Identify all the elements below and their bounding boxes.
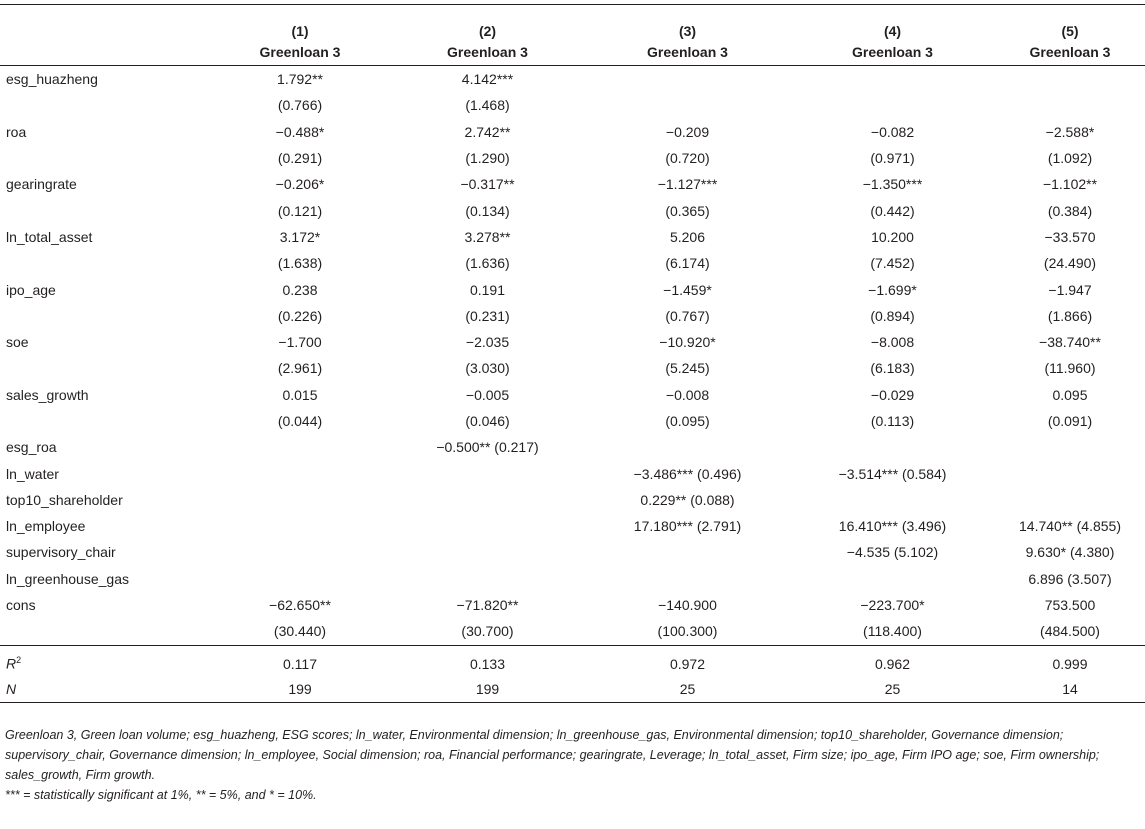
table-cell: −0.005 bbox=[465, 386, 510, 403]
table-cell: −0.082 bbox=[870, 123, 915, 140]
table-cell: 0.095 bbox=[1052, 386, 1088, 403]
table-cell: −2.035 bbox=[465, 334, 510, 351]
row-label bbox=[0, 145, 210, 171]
row-label bbox=[0, 92, 210, 118]
row-label bbox=[0, 197, 210, 223]
table-cell bbox=[790, 566, 995, 592]
table-cell: 0.238 bbox=[282, 281, 318, 298]
table-cell: (1.636) bbox=[465, 255, 510, 272]
table-cell: 25 bbox=[790, 676, 995, 703]
table-cell: (0.291) bbox=[277, 150, 323, 167]
table-cell: 199 bbox=[390, 676, 585, 703]
column-number-row bbox=[0, 5, 1145, 40]
table-cell: (1.468) bbox=[465, 97, 510, 114]
table-row bbox=[0, 119, 1145, 145]
table-cell: 25 bbox=[585, 676, 790, 703]
table-cell: −2.588* bbox=[1045, 123, 1095, 140]
table-cell: (484.500) bbox=[1040, 623, 1100, 640]
r-squared-row bbox=[0, 645, 1145, 676]
table-cell: −223.700* bbox=[860, 597, 925, 614]
table-cell: −33.570 bbox=[1044, 228, 1096, 245]
table-cell: −71.820** bbox=[456, 597, 519, 614]
table-cell: −3.514*** (0.584) bbox=[838, 465, 947, 482]
row-label: top10_shareholder bbox=[6, 491, 123, 508]
table-cell: −0.317** bbox=[460, 176, 515, 193]
row-label: esg_roa bbox=[6, 439, 57, 456]
table-cell: −0.206* bbox=[275, 176, 325, 193]
table-row bbox=[0, 460, 1145, 486]
table-cell: (1.638) bbox=[277, 255, 323, 272]
table-cell: (1.866) bbox=[1047, 307, 1093, 324]
table-cell bbox=[790, 92, 995, 118]
table-cell: (0.113) bbox=[870, 413, 915, 429]
dependent-variable: Greenloan 3 bbox=[390, 39, 585, 66]
table-cell: −1.700 bbox=[278, 334, 322, 351]
table-cell bbox=[210, 460, 390, 486]
row-label bbox=[0, 355, 210, 381]
table-cell: (0.767) bbox=[665, 307, 710, 324]
variable-definitions-note: Greenloan 3, Green loan volume; esg_huazheng, ESG scores; ln_water, Environmental dimension; ln_greenhouse_gas, Environmental dimension; top10_shareholder, Governance dimension; supervisory_chair, Governance dimension; ln_employee, Social dimension; roa, Financial performance; gearingrate, Leverage; ln_total_asset, Firm size; ipo_age, Firm IPO age; soe, Firm ownership; sales_growth, Firm growth. bbox=[5, 728, 1100, 782]
table-cell: (0.894) bbox=[870, 307, 915, 324]
row-label: ln_greenhouse_gas bbox=[6, 570, 129, 587]
summary-stats bbox=[0, 645, 1145, 702]
table-cell: (5.245) bbox=[665, 360, 710, 377]
table-cell: −0.488* bbox=[275, 123, 325, 140]
table-header bbox=[0, 5, 1145, 66]
table-cell: −1.127*** bbox=[657, 176, 718, 193]
table-cell: (0.231) bbox=[465, 307, 510, 324]
table-cell bbox=[585, 434, 790, 460]
row-label: supervisory_chair bbox=[6, 544, 116, 561]
table-cell: 0.962 bbox=[790, 645, 995, 676]
table-cell bbox=[995, 66, 1145, 93]
table-cell: (1.290) bbox=[465, 150, 510, 167]
table-cell: (30.700) bbox=[461, 623, 514, 640]
table-cell: (1.092) bbox=[1047, 150, 1093, 167]
table-row bbox=[0, 434, 1145, 460]
table-cell: (6.183) bbox=[870, 360, 915, 377]
dependent-variable: Greenloan 3 bbox=[210, 39, 390, 66]
table-cell: 0.133 bbox=[390, 645, 585, 676]
table-row bbox=[0, 171, 1145, 197]
table-cell: 1.792** bbox=[277, 71, 323, 88]
row-label bbox=[0, 303, 210, 329]
table-cell: (0.134) bbox=[465, 202, 510, 219]
table-cell: −0.209 bbox=[665, 123, 710, 140]
table-cell: −1.459* bbox=[663, 281, 712, 298]
std-error-row bbox=[0, 355, 1145, 381]
table-cell: 0.191 bbox=[469, 281, 506, 298]
dependent-variable: Greenloan 3 bbox=[585, 39, 790, 66]
table-cell: −1.102** bbox=[1042, 176, 1098, 193]
table-cell: (0.121) bbox=[277, 202, 323, 219]
row-label: N bbox=[0, 676, 210, 703]
table-cell bbox=[210, 539, 390, 565]
table-row bbox=[0, 276, 1145, 302]
dependent-variable: Greenloan 3 bbox=[995, 39, 1145, 66]
table-cell: −3.486*** (0.496) bbox=[633, 465, 742, 482]
table-row bbox=[0, 592, 1145, 618]
table-cell bbox=[585, 566, 790, 592]
table-cell: (100.300) bbox=[657, 623, 718, 640]
dependent-variable-row bbox=[0, 39, 1145, 66]
table-cell: (0.766) bbox=[277, 97, 323, 114]
table-cell: 14 bbox=[995, 676, 1145, 703]
table-cell: (7.452) bbox=[870, 255, 915, 272]
table-cell: 0.972 bbox=[585, 645, 790, 676]
table-cell bbox=[585, 92, 790, 118]
table-cell bbox=[790, 434, 995, 460]
table-cell bbox=[390, 460, 585, 486]
row-label bbox=[0, 250, 210, 276]
table-cell: 10.200 bbox=[871, 228, 914, 245]
row-label: gearingrate bbox=[6, 176, 77, 193]
table-cell bbox=[210, 566, 390, 592]
table-cell: (0.226) bbox=[277, 307, 323, 324]
table-cell: −140.900 bbox=[658, 597, 717, 614]
table-cell bbox=[585, 66, 790, 93]
std-error-row bbox=[0, 145, 1145, 171]
table-cell bbox=[790, 487, 995, 513]
table-cell: (0.720) bbox=[665, 150, 710, 167]
regression-table bbox=[0, 4, 1145, 703]
table-cell: (0.046) bbox=[465, 413, 510, 429]
table-cell: 17.180*** (2.791) bbox=[633, 518, 742, 535]
observations-row bbox=[0, 676, 1145, 703]
std-error-row bbox=[0, 618, 1145, 645]
table-cell: −0.029 bbox=[870, 386, 915, 403]
row-label bbox=[0, 408, 210, 434]
row-label: $R^2$ bbox=[0, 645, 210, 676]
table-cell: 3.278** bbox=[464, 228, 511, 245]
table-cell: 16.410*** (3.496) bbox=[838, 518, 947, 535]
column-number: (1) bbox=[210, 5, 390, 40]
table-cell: (0.091) bbox=[1047, 413, 1093, 429]
coefficient-rows bbox=[0, 66, 1145, 646]
row-label: ln_water bbox=[6, 465, 59, 482]
std-error-row bbox=[0, 250, 1145, 276]
table-cell: 0.015 bbox=[282, 386, 318, 403]
table-cell: 14.740** (4.855) bbox=[1019, 518, 1121, 535]
row-label: soe bbox=[6, 334, 29, 351]
column-number: (4) bbox=[790, 5, 995, 40]
table-cell bbox=[210, 513, 390, 539]
table-cell: (0.044) bbox=[277, 413, 323, 429]
row-label: roa bbox=[6, 123, 27, 140]
table-cell bbox=[995, 460, 1145, 486]
table-cell bbox=[790, 66, 995, 93]
table-cell: 199 bbox=[210, 676, 390, 703]
table-cell bbox=[390, 539, 585, 565]
row-label: esg_huazheng bbox=[6, 71, 98, 88]
table-cell: 0.999 bbox=[995, 645, 1145, 676]
table-cell: 9.630* (4.380) bbox=[1025, 544, 1115, 561]
table-footnotes bbox=[5, 725, 1140, 805]
table-cell: (0.971) bbox=[870, 150, 915, 167]
table-cell: 3.172* bbox=[279, 228, 321, 245]
significance-note: *** = statistically significant at 1%, ** = 5%, and * = 10%. bbox=[5, 788, 317, 802]
table-cell bbox=[995, 434, 1145, 460]
row-label: ipo_age bbox=[6, 281, 56, 298]
row-label: sales_growth bbox=[6, 386, 89, 403]
table-cell: (11.960) bbox=[1044, 360, 1096, 377]
table-cell: 5.206 bbox=[669, 228, 706, 245]
table-cell: 753.500 bbox=[1044, 597, 1096, 614]
table-cell: 0.229** (0.088) bbox=[640, 491, 735, 508]
table-cell: −62.650** bbox=[269, 597, 331, 614]
table-cell bbox=[585, 539, 790, 565]
table-cell: (0.095) bbox=[665, 413, 710, 429]
table-row bbox=[0, 513, 1145, 539]
std-error-row bbox=[0, 303, 1145, 329]
table-cell: −0.500** (0.217) bbox=[436, 439, 539, 456]
table-row bbox=[0, 224, 1145, 250]
row-label: ln_employee bbox=[6, 518, 86, 535]
table-cell: (2.961) bbox=[277, 360, 323, 377]
table-cell bbox=[390, 566, 585, 592]
column-number: (3) bbox=[585, 5, 790, 40]
table-cell bbox=[995, 487, 1145, 513]
corner-cell bbox=[0, 39, 210, 66]
table-row bbox=[0, 487, 1145, 513]
table-cell: −10.920* bbox=[659, 334, 716, 351]
std-error-row bbox=[0, 197, 1145, 223]
table-cell bbox=[995, 92, 1145, 118]
table-cell: 4.142*** bbox=[461, 71, 514, 88]
row-label bbox=[0, 618, 210, 645]
table-row bbox=[0, 329, 1145, 355]
column-number: (5) bbox=[995, 5, 1145, 40]
table-cell: (118.400) bbox=[863, 623, 922, 640]
row-label: cons bbox=[6, 597, 36, 614]
table-row bbox=[0, 539, 1145, 565]
corner-cell bbox=[0, 5, 210, 40]
table-cell bbox=[210, 487, 390, 513]
table-cell: −8.008 bbox=[870, 334, 915, 351]
table-cell: −1.947 bbox=[1048, 281, 1092, 298]
table-cell: 6.896 (3.507) bbox=[1028, 570, 1112, 587]
table-cell: (6.174) bbox=[665, 255, 710, 272]
table-cell: (0.365) bbox=[665, 202, 710, 219]
table-row bbox=[0, 382, 1145, 408]
table-cell: −4.535 (5.102) bbox=[846, 544, 939, 561]
std-error-row bbox=[0, 408, 1145, 434]
table-row bbox=[0, 66, 1145, 93]
dependent-variable: Greenloan 3 bbox=[790, 39, 995, 66]
table-cell: (30.440) bbox=[273, 623, 327, 640]
table-cell: (0.384) bbox=[1047, 202, 1093, 219]
table-cell: −0.008 bbox=[665, 386, 710, 403]
table-cell: 0.117 bbox=[210, 645, 390, 676]
column-number: (2) bbox=[390, 5, 585, 40]
table-row bbox=[0, 566, 1145, 592]
std-error-row bbox=[0, 92, 1145, 118]
row-label: ln_total_asset bbox=[6, 228, 93, 245]
table-cell: −1.350*** bbox=[862, 176, 923, 193]
table-cell: 2.742** bbox=[464, 123, 511, 140]
table-cell: (3.030) bbox=[465, 360, 510, 377]
table-cell bbox=[210, 434, 390, 460]
table-cell: −1.699* bbox=[868, 281, 917, 298]
table-cell bbox=[390, 487, 585, 513]
table-cell: (0.442) bbox=[870, 202, 915, 219]
table-cell: −38.740** bbox=[1039, 334, 1101, 351]
table-cell: (24.490) bbox=[1043, 255, 1097, 272]
table-cell bbox=[390, 513, 585, 539]
